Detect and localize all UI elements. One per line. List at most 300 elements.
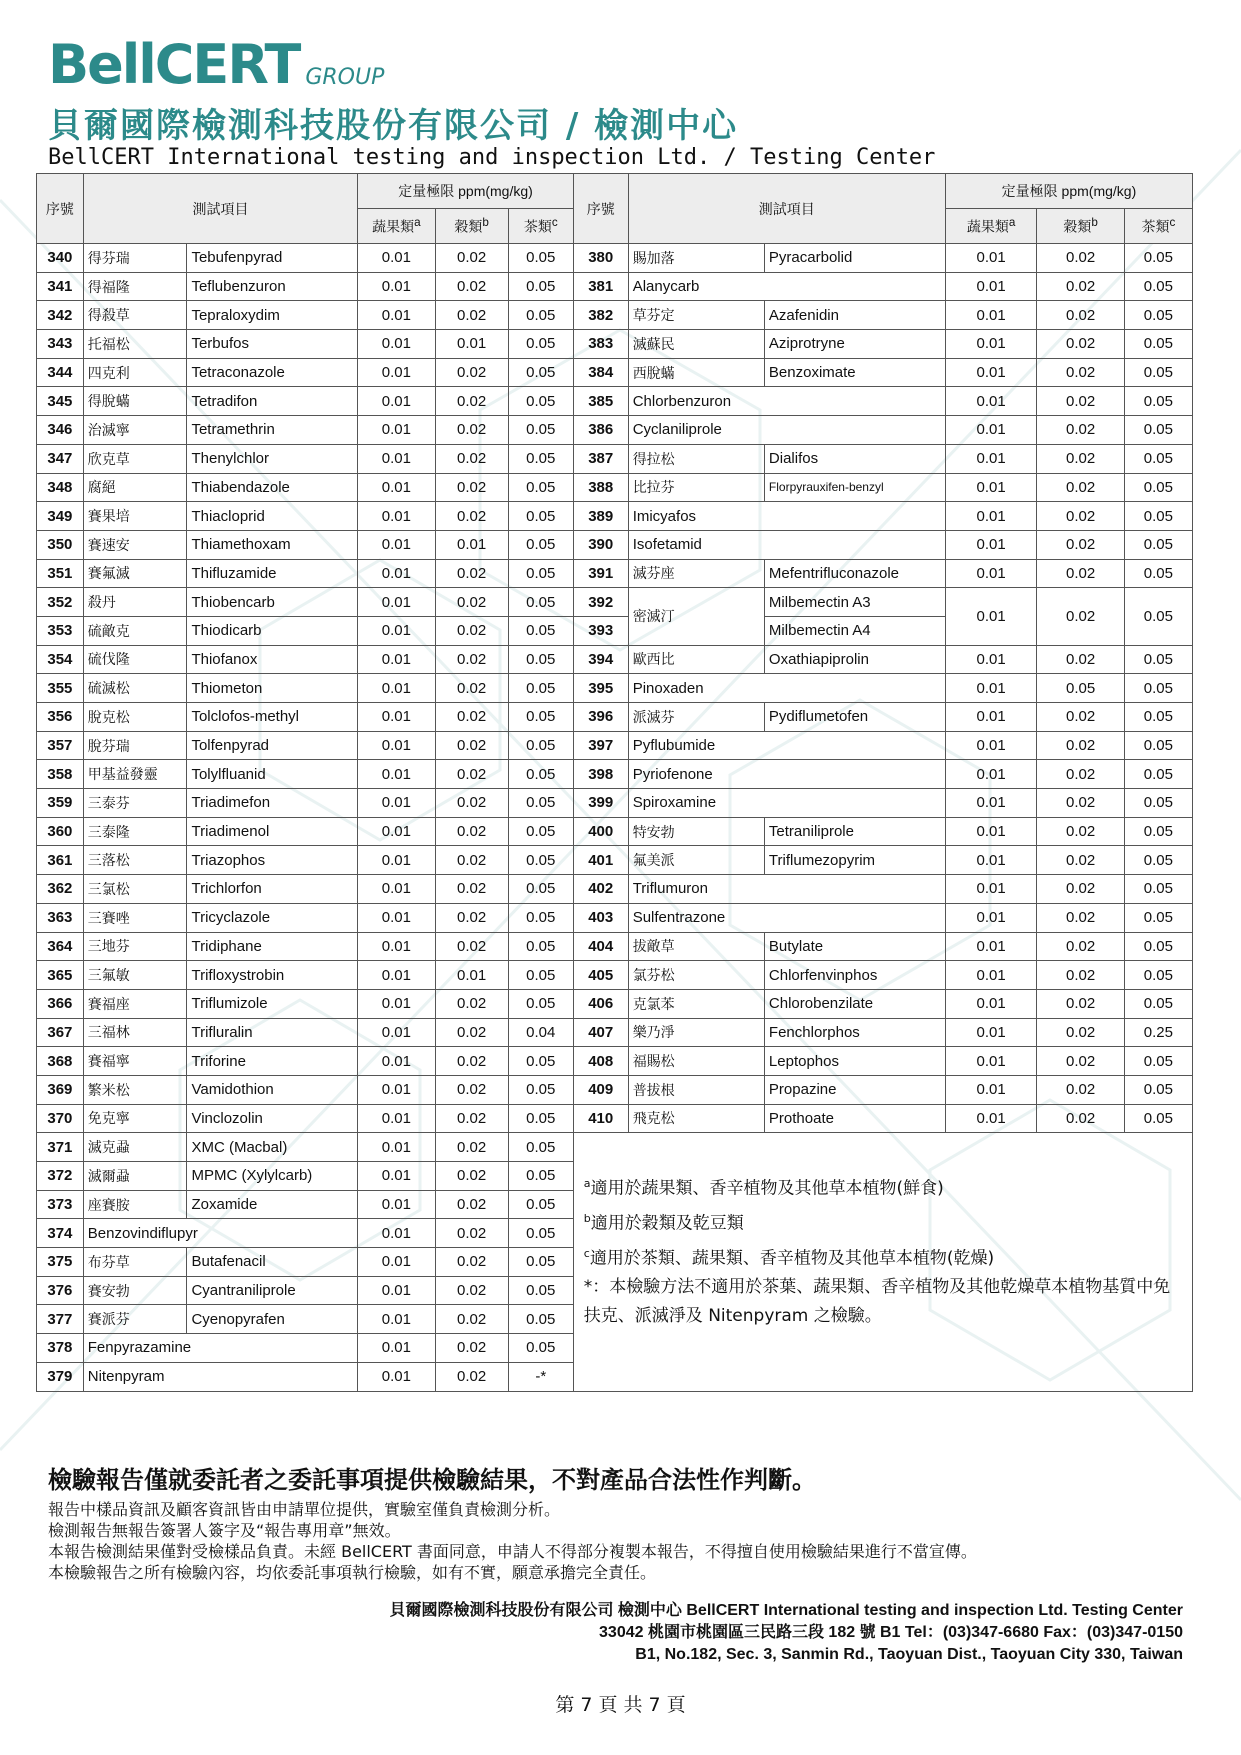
row-limit-tea: 0.05: [1124, 903, 1192, 932]
row-limit-veg: 0.01: [358, 989, 435, 1018]
row-limit-grain: 0.02: [1037, 760, 1124, 789]
row-name-zh: 克氯苯: [628, 989, 764, 1018]
row-seq: 398: [573, 760, 628, 789]
row-seq: 385: [573, 387, 628, 416]
row-name-zh: 賽福寧: [83, 1047, 187, 1076]
row-name-en: Tetraniliprole: [764, 817, 945, 846]
row-seq: 396: [573, 703, 628, 732]
row-limit-tea: 0.05: [1124, 358, 1192, 387]
row-name-zh: 歐西比: [628, 645, 764, 674]
row-seq: 400: [573, 817, 628, 846]
row-limit-grain: 0.02: [1037, 272, 1124, 301]
row-name-en: Triforine: [187, 1047, 358, 1076]
row-name-en: Mefentrifluconazole: [764, 559, 945, 588]
row-name-en: Pyriofenone: [628, 760, 945, 789]
row-limit-tea: 0.05: [1124, 530, 1192, 559]
row-name-en: Triflumizole: [187, 989, 358, 1018]
row-limit-tea: 0.05: [508, 1190, 573, 1219]
row-seq: 392: [573, 588, 628, 617]
row-name-zh: 特安勃: [628, 817, 764, 846]
row-limit-tea: 0.05: [1124, 559, 1192, 588]
row-name-en: Thiometon: [187, 674, 358, 703]
row-name-en: Triadimefon: [187, 789, 358, 818]
row-name-en: Trichlorfon: [187, 875, 358, 904]
row-limit-grain: 0.02: [435, 1047, 508, 1076]
row-name-en: MPMC (Xylylcarb): [187, 1162, 358, 1191]
row-limit-veg: 0.01: [945, 731, 1037, 760]
col-header-veg-right: 蔬果類$^a$: [945, 209, 1037, 244]
row-limit-veg: 0.01: [358, 1362, 435, 1391]
footnotes: [573, 1133, 1192, 1391]
table-row: [37, 846, 1193, 875]
row-limit-veg: 0.01: [358, 961, 435, 990]
row-limit-tea: 0.05: [508, 358, 573, 387]
row-name-en: Thenylchlor: [187, 444, 358, 473]
row-name-zh: 欣克草: [83, 444, 187, 473]
row-seq: 368: [37, 1047, 84, 1076]
row-limit-tea: 0.25: [1124, 1018, 1192, 1047]
row-name-en: Trifloxystrobin: [187, 961, 358, 990]
row-limit-tea: 0.05: [508, 1162, 573, 1191]
row-limit-veg: 0.01: [358, 703, 435, 732]
row-limit-veg: 0.01: [358, 731, 435, 760]
row-limit-tea: 0.05: [1124, 301, 1192, 330]
row-limit-veg: 0.01: [358, 674, 435, 703]
page-number: 第 7 頁 共 7 頁: [555, 1694, 686, 1716]
row-limit-veg: 0.01: [358, 789, 435, 818]
row-name-zh: 三氯松: [83, 875, 187, 904]
row-limit-tea: 0.05: [1124, 789, 1192, 818]
row-seq: 403: [573, 903, 628, 932]
row-limit-veg: 0.01: [358, 817, 435, 846]
row-limit-grain: 0.02: [435, 875, 508, 904]
row-name-zh: 得福隆: [83, 272, 187, 301]
row-limit-grain: 0.01: [435, 330, 508, 359]
row-name-en: Fenchlorphos: [764, 1018, 945, 1047]
row-limit-grain: 0.02: [1037, 387, 1124, 416]
row-limit-veg: 0.01: [358, 588, 435, 617]
row-name-en: Pyracarbolid: [764, 244, 945, 273]
row-name-en: Thiamethoxam: [187, 530, 358, 559]
note-b: $^b$適用於穀類及乾豆類: [583, 1211, 744, 1234]
row-limit-grain: 0.02: [435, 301, 508, 330]
row-name-en: Thiacloprid: [187, 502, 358, 531]
row-name-zh: 三泰隆: [83, 817, 187, 846]
row-seq: 351: [37, 559, 84, 588]
row-limit-veg: 0.01: [945, 1075, 1037, 1104]
row-seq: 388: [573, 473, 628, 502]
row-limit-veg: 0.01: [945, 358, 1037, 387]
row-name-en: Butafenacil: [187, 1248, 358, 1277]
table-header-row-1: [37, 174, 1193, 209]
disclaimer-line: 本報告檢測結果僅對受檢樣品負責。未經 BellCERT 書面同意，申請人不得部分複製本報告，不得擅自使用檢驗結果進行不當宣傳。: [48, 1542, 977, 1561]
row-limit-veg: 0.01: [945, 674, 1037, 703]
row-name-zh: 三地芬: [83, 932, 187, 961]
row-seq: 346: [37, 416, 84, 445]
row-name-zh: 硫伐隆: [83, 645, 187, 674]
row-seq: 344: [37, 358, 84, 387]
row-limit-veg: 0.01: [358, 1018, 435, 1047]
row-name-zh: 腐絕: [83, 473, 187, 502]
table-row: [37, 760, 1193, 789]
row-name-zh: 滅爾蝨: [83, 1162, 187, 1191]
col-header-seq: 序號: [37, 174, 84, 244]
row-limit-grain: 0.02: [435, 358, 508, 387]
row-name-en: Cyenopyrafen: [187, 1305, 358, 1334]
row-limit-veg: 0.01: [358, 1162, 435, 1191]
row-limit-veg: 0.01: [945, 588, 1037, 645]
row-seq: 361: [37, 846, 84, 875]
row-name-zh: 脫芬瑞: [83, 731, 187, 760]
row-limit-grain: 0.02: [1037, 645, 1124, 674]
row-seq: 358: [37, 760, 84, 789]
row-limit-tea: 0.05: [508, 244, 573, 273]
row-name-en: Dialifos: [764, 444, 945, 473]
row-name-zh: 得芬瑞: [83, 244, 187, 273]
row-limit-tea: 0.05: [508, 1219, 573, 1248]
row-name-en: Trifluralin: [187, 1018, 358, 1047]
disclaimer-title: 檢驗報告僅就委託者之委託事項提供檢驗結果，不對產品合法性作判斷。: [48, 1466, 816, 1494]
row-limit-grain: 0.02: [435, 731, 508, 760]
row-limit-grain: 0.02: [435, 244, 508, 273]
row-name-zh: 拔敵草: [628, 932, 764, 961]
row-name-en: Imicyafos: [628, 502, 945, 531]
row-limit-veg: 0.01: [358, 330, 435, 359]
row-limit-grain: 0.02: [1037, 817, 1124, 846]
row-limit-grain: 0.02: [1037, 846, 1124, 875]
row-limit-tea: 0.05: [1124, 416, 1192, 445]
footer-address: [389, 1600, 1183, 1666]
table-row: [37, 1104, 1193, 1133]
row-name-zh: 派滅芬: [628, 703, 764, 732]
row-seq: 380: [573, 244, 628, 273]
row-limit-grain: 0.02: [1037, 1018, 1124, 1047]
row-limit-tea: 0.05: [508, 272, 573, 301]
col-header-grain-right: 穀類$^b$: [1037, 209, 1124, 244]
row-name-zh: 比拉芬: [628, 473, 764, 502]
row-limit-veg: 0.01: [945, 530, 1037, 559]
bellcert-logo: [48, 33, 385, 96]
row-limit-tea: 0.05: [508, 1104, 573, 1133]
table-row: [37, 502, 1193, 531]
row-limit-veg: 0.01: [358, 272, 435, 301]
row-name-zh: 治滅寧: [83, 416, 187, 445]
row-limit-veg: 0.01: [358, 1248, 435, 1277]
row-limit-tea: 0.05: [508, 932, 573, 961]
row-limit-veg: 0.01: [358, 875, 435, 904]
row-name-en: Triazophos: [187, 846, 358, 875]
row-limit-tea: 0.05: [508, 674, 573, 703]
row-limit-tea: 0.05: [508, 846, 573, 875]
row-limit-veg: 0.01: [358, 932, 435, 961]
row-seq: 402: [573, 875, 628, 904]
row-limit-veg: 0.01: [945, 416, 1037, 445]
row-seq: 393: [573, 616, 628, 645]
row-limit-veg: 0.01: [945, 903, 1037, 932]
row-limit-tea: 0.05: [1124, 846, 1192, 875]
table-row: [37, 559, 1193, 588]
row-limit-veg: 0.01: [358, 416, 435, 445]
row-limit-veg: 0.01: [358, 502, 435, 531]
row-name-en: Triflumezopyrim: [764, 846, 945, 875]
row-limit-grain: 0.02: [435, 703, 508, 732]
row-limit-tea: 0.05: [508, 703, 573, 732]
row-limit-veg: 0.01: [358, 846, 435, 875]
row-name-en: Tricyclazole: [187, 903, 358, 932]
row-limit-tea: 0.05: [508, 961, 573, 990]
row-name-zh: 四克利: [83, 358, 187, 387]
table-row: [37, 588, 1193, 617]
row-limit-tea: 0.05: [508, 444, 573, 473]
row-limit-tea: 0.05: [508, 903, 573, 932]
row-limit-tea: 0.05: [1124, 731, 1192, 760]
row-limit-grain: 0.02: [435, 1018, 508, 1047]
table-row: [37, 703, 1193, 732]
row-limit-grain: 0.02: [435, 1276, 508, 1305]
row-limit-grain: 0.02: [1037, 789, 1124, 818]
row-seq: 401: [573, 846, 628, 875]
company-name-en: BellCERT International testing and inspection Ltd. / Testing Center: [48, 145, 936, 170]
row-seq: 348: [37, 473, 84, 502]
table-row: [37, 1075, 1193, 1104]
row-limit-grain: 0.02: [435, 1362, 508, 1391]
row-seq: 367: [37, 1018, 84, 1047]
row-name-en: Tebufenpyrad: [187, 244, 358, 273]
row-limit-grain: 0.02: [435, 1075, 508, 1104]
row-limit-tea: 0.05: [508, 989, 573, 1018]
row-limit-tea: 0.05: [1124, 817, 1192, 846]
row-name-en: Thiodicarb: [187, 616, 358, 645]
disclaimer: [48, 1460, 977, 1583]
row-limit-veg: 0.01: [358, 358, 435, 387]
row-limit-veg: 0.01: [358, 387, 435, 416]
row-limit-tea: 0.05: [1124, 502, 1192, 531]
row-name-zh: 福賜松: [628, 1047, 764, 1076]
row-name-en: Butylate: [764, 932, 945, 961]
row-name-zh: 飛克松: [628, 1104, 764, 1133]
row-name-zh: 得殺草: [83, 301, 187, 330]
row-limit-veg: 0.01: [945, 961, 1037, 990]
row-seq: 370: [37, 1104, 84, 1133]
row-limit-grain: 0.02: [435, 789, 508, 818]
row-seq: 378: [37, 1334, 84, 1363]
row-name-en: Milbemectin A4: [764, 616, 945, 645]
row-limit-veg: 0.01: [358, 645, 435, 674]
row-name-en: Chlorobenzilate: [764, 989, 945, 1018]
table-row: [37, 444, 1193, 473]
table-row: [37, 387, 1193, 416]
row-seq: 369: [37, 1075, 84, 1104]
row-limit-grain: 0.02: [1037, 875, 1124, 904]
row-seq: 409: [573, 1075, 628, 1104]
row-seq: 389: [573, 502, 628, 531]
row-limit-tea: 0.05: [1124, 645, 1192, 674]
row-limit-tea: 0.05: [1124, 387, 1192, 416]
note-c: $^c$適用於茶類、蔬果類、香辛植物及其他草本植物(乾燥): [583, 1246, 995, 1269]
letterhead: [48, 33, 385, 96]
row-seq: 371: [37, 1133, 84, 1162]
row-limit-veg: 0.01: [358, 1075, 435, 1104]
row-name-en: Pydiflumetofen: [764, 703, 945, 732]
row-limit-veg: 0.01: [358, 1104, 435, 1133]
table-row: [37, 932, 1193, 961]
row-seq: 364: [37, 932, 84, 961]
row-name-zh: 繁米松: [83, 1075, 187, 1104]
row-name-en: Triflumuron: [628, 875, 945, 904]
col-header-limit: 定量極限 ppm(mg/kg): [358, 174, 574, 209]
row-limit-veg: 0.01: [945, 932, 1037, 961]
row-name-en: Tepraloxydim: [187, 301, 358, 330]
row-limit-veg: 0.01: [945, 817, 1037, 846]
row-name-zh: 托福松: [83, 330, 187, 359]
table-row: [37, 989, 1193, 1018]
row-limit-tea: 0.05: [508, 760, 573, 789]
row-seq: 382: [573, 301, 628, 330]
row-limit-grain: 0.02: [435, 416, 508, 445]
row-name-zh: 滅蘇民: [628, 330, 764, 359]
row-limit-tea: 0.05: [508, 387, 573, 416]
row-limit-grain: 0.02: [1037, 961, 1124, 990]
row-limit-veg: 0.01: [945, 703, 1037, 732]
row-limit-veg: 0.01: [945, 301, 1037, 330]
row-name-en: Fenpyrazamine: [83, 1334, 358, 1363]
row-seq: 408: [573, 1047, 628, 1076]
row-name-zh: 三賽唑: [83, 903, 187, 932]
row-limit-tea: 0.05: [508, 789, 573, 818]
row-name-en: Florpyrauxifen-benzyl: [764, 473, 945, 502]
row-limit-grain: 0.02: [435, 387, 508, 416]
row-name-en: Vinclozolin: [187, 1104, 358, 1133]
row-limit-tea: 0.05: [1124, 875, 1192, 904]
table-row: [37, 473, 1193, 502]
row-limit-veg: 0.01: [945, 846, 1037, 875]
table-row: [37, 272, 1193, 301]
row-name-zh: 硫敵克: [83, 616, 187, 645]
row-name-zh: 三落松: [83, 846, 187, 875]
row-name-zh: 樂乃淨: [628, 1018, 764, 1047]
row-limit-tea: 0.05: [508, 473, 573, 502]
row-name-zh: 滅克蝨: [83, 1133, 187, 1162]
col-header-veg: 蔬果類$^a$: [358, 209, 435, 244]
row-limit-grain: 0.02: [435, 1190, 508, 1219]
row-limit-grain: 0.05: [1037, 674, 1124, 703]
row-limit-tea: 0.05: [1124, 674, 1192, 703]
row-limit-veg: 0.01: [945, 272, 1037, 301]
row-limit-tea: 0.05: [1124, 330, 1192, 359]
row-limit-grain: 0.02: [435, 1305, 508, 1334]
row-seq: 374: [37, 1219, 84, 1248]
table-row: [37, 358, 1193, 387]
row-limit-grain: 0.02: [1037, 989, 1124, 1018]
row-name-en: Chlorfenvinphos: [764, 961, 945, 990]
row-limit-grain: 0.02: [1037, 330, 1124, 359]
row-limit-veg: 0.01: [358, 1219, 435, 1248]
row-seq: 397: [573, 731, 628, 760]
row-seq: 357: [37, 731, 84, 760]
table-row: [37, 645, 1193, 674]
row-limit-grain: 0.02: [435, 502, 508, 531]
footer-address-en: B1, No.182, Sec. 3, Sanmin Rd., Taoyuan Dist., Taoyuan City 330, Taiwan: [635, 1646, 1183, 1663]
row-limit-tea: 0.05: [508, 502, 573, 531]
row-seq: 390: [573, 530, 628, 559]
col-header-item: 測試項目: [83, 174, 358, 244]
table-body: [37, 244, 1193, 1392]
row-name-zh: 甲基益發靈: [83, 760, 187, 789]
row-seq: 410: [573, 1104, 628, 1133]
table-row: [37, 903, 1193, 932]
row-name-zh: 氯芬松: [628, 961, 764, 990]
row-seq: 372: [37, 1162, 84, 1191]
row-limit-tea: 0.05: [1124, 473, 1192, 502]
table-row: [37, 330, 1193, 359]
row-limit-grain: 0.02: [435, 846, 508, 875]
row-limit-tea: 0.05: [1124, 588, 1192, 645]
row-limit-veg: 0.01: [358, 760, 435, 789]
row-name-zh: 座賽胺: [83, 1190, 187, 1219]
col-header-tea-right: 茶類$^c$: [1124, 209, 1192, 244]
row-limit-veg: 0.01: [945, 387, 1037, 416]
row-name-en: Vamidothion: [187, 1075, 358, 1104]
row-limit-tea: 0.05: [1124, 932, 1192, 961]
table-row: [37, 875, 1193, 904]
row-limit-grain: 0.02: [435, 674, 508, 703]
row-name-en: Tetradifon: [187, 387, 358, 416]
row-seq: 406: [573, 989, 628, 1018]
row-seq: 341: [37, 272, 84, 301]
row-limit-grain: 0.02: [1037, 559, 1124, 588]
row-seq: 342: [37, 301, 84, 330]
row-name-en: Aziprotryne: [764, 330, 945, 359]
row-seq: 340: [37, 244, 84, 273]
row-limit-grain: 0.02: [1037, 502, 1124, 531]
row-name-zh: 三福林: [83, 1018, 187, 1047]
row-name-en: Pinoxaden: [628, 674, 945, 703]
row-limit-grain: 0.02: [435, 645, 508, 674]
row-limit-veg: 0.01: [945, 789, 1037, 818]
row-name-zh: 普拔根: [628, 1075, 764, 1104]
row-name-en: Thiobencarb: [187, 588, 358, 617]
row-limit-grain: 0.02: [435, 989, 508, 1018]
row-name-en: Propazine: [764, 1075, 945, 1104]
row-limit-tea: 0.05: [508, 616, 573, 645]
row-limit-veg: 0.01: [945, 1047, 1037, 1076]
table-row: [37, 301, 1193, 330]
table-row: [37, 416, 1193, 445]
row-name-zh: 賜加落: [628, 244, 764, 273]
row-seq: 387: [573, 444, 628, 473]
row-seq: 345: [37, 387, 84, 416]
table-row: [37, 1018, 1193, 1047]
row-seq: 377: [37, 1305, 84, 1334]
row-limit-grain: 0.02: [1037, 903, 1124, 932]
row-name-en: Spiroxamine: [628, 789, 945, 818]
row-name-en: Pyflubumide: [628, 731, 945, 760]
row-limit-veg: 0.01: [945, 502, 1037, 531]
col-header-seq-right: 序號: [573, 174, 628, 244]
row-limit-veg: 0.01: [358, 530, 435, 559]
row-limit-veg: 0.01: [358, 1305, 435, 1334]
table-row: [37, 789, 1193, 818]
row-limit-grain: 0.02: [435, 588, 508, 617]
row-limit-grain: 0.02: [435, 616, 508, 645]
disclaimer-line: 本檢驗報告之所有檢驗內容，均依委託事項執行檢驗，如有不實，願意承擔完全責任。: [48, 1563, 657, 1582]
row-name-zh: 殺丹: [83, 588, 187, 617]
row-limit-tea: 0.05: [1124, 244, 1192, 273]
col-header-limit-right: 定量極限 ppm(mg/kg): [945, 174, 1192, 209]
row-name-zh: 滅芬座: [628, 559, 764, 588]
row-limit-tea: 0.05: [508, 1334, 573, 1363]
row-name-zh: 草芬定: [628, 301, 764, 330]
